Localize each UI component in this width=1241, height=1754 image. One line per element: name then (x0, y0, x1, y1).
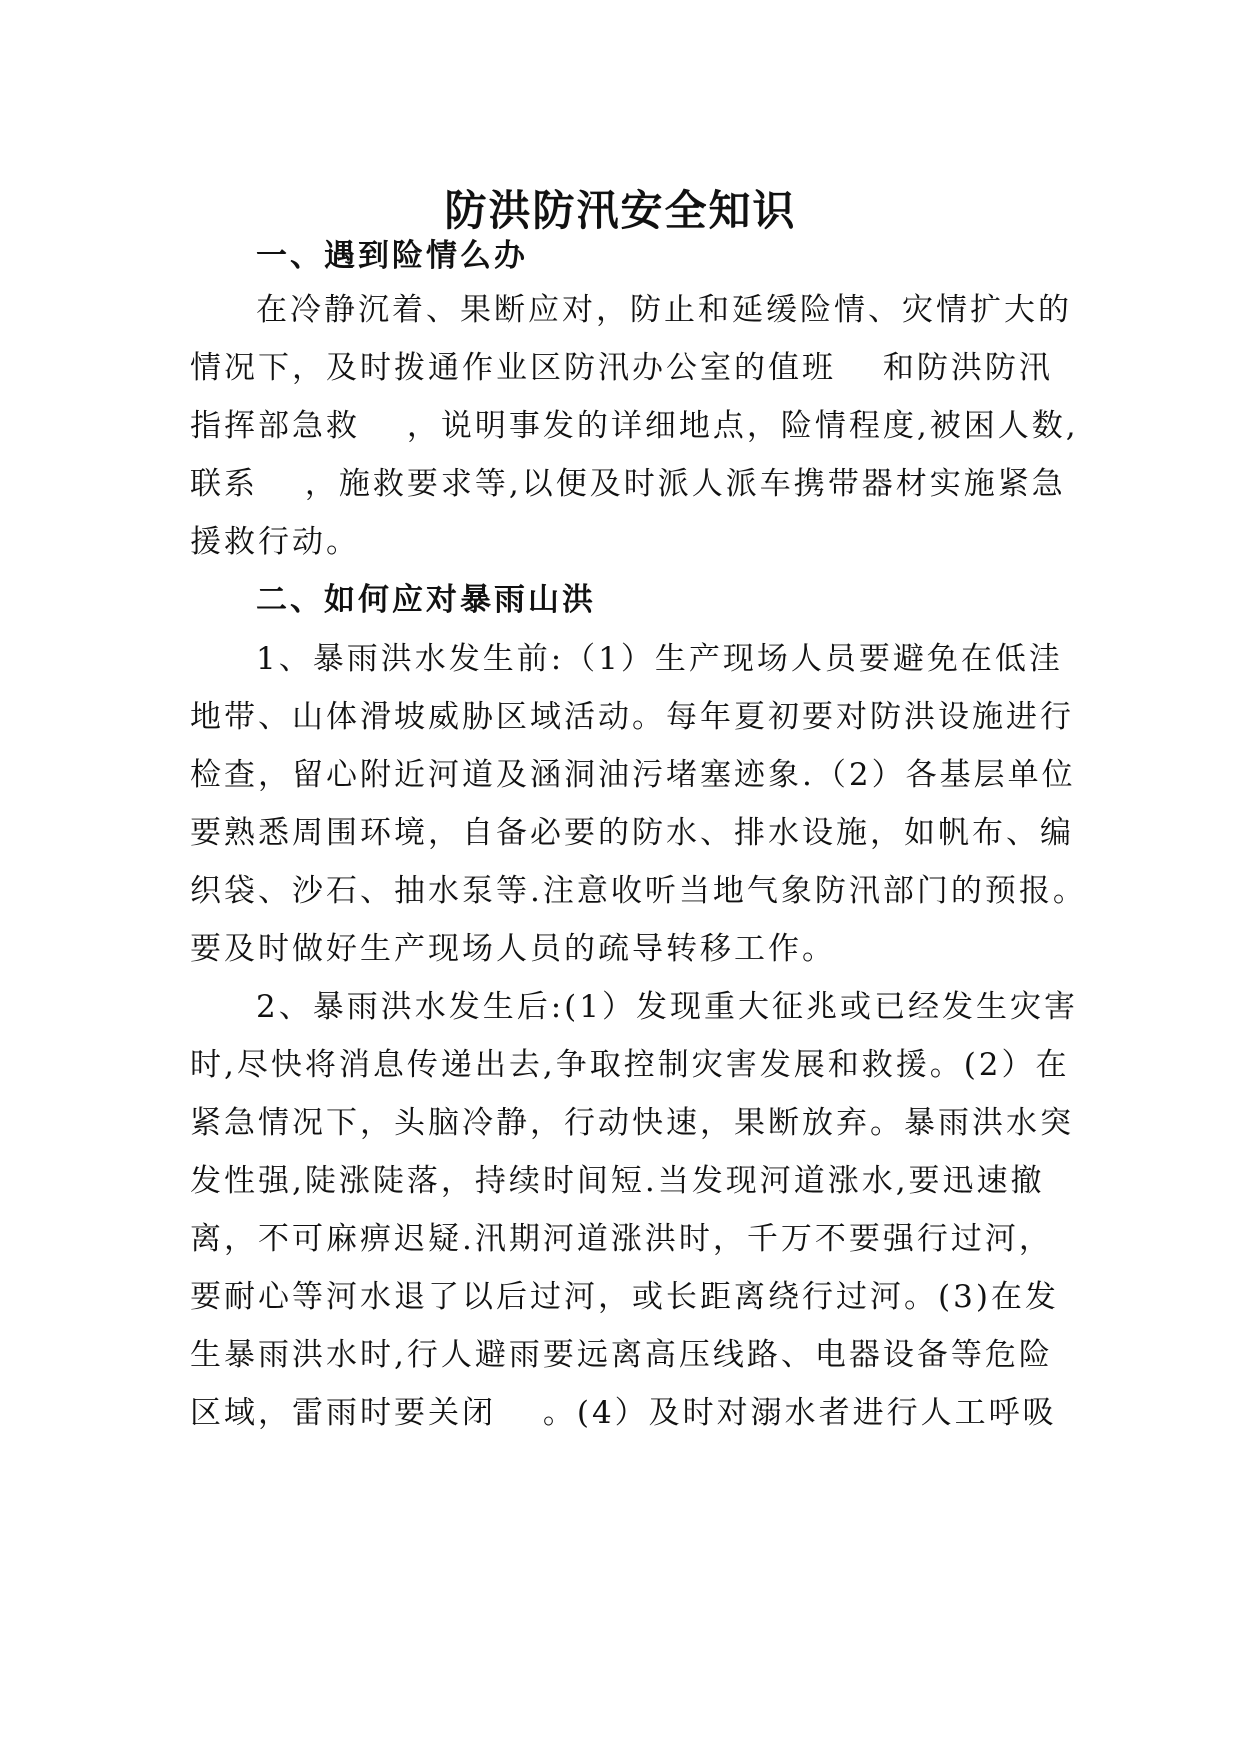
section2-para2-line: 离，不可麻痹迟疑.汛期河道涨洪时，千万不要强行过河， (190, 1221, 1053, 1257)
section2-para2-line: 时,尽快将消息传递出去,争取控制灾害发展和救援。(2）在 (190, 1047, 1070, 1083)
section2-para1-line: 地带、山体滑坡威胁区域活动。每年夏初要对防洪设施进行 (190, 699, 1074, 735)
section2-heading: 二、如何应对暴雨山洪 (256, 582, 596, 618)
section2-para1-line: 要及时做好生产现场人员的疏导转移工作。 (190, 931, 836, 967)
section1-line: 联系 ，施救要求等,以便及时派人派车携带器材实施紧急 (190, 466, 1066, 502)
section2-para1-line: 织袋、沙石、抽水泵等.注意收听当地气象防汛部门的预报。 (190, 873, 1087, 909)
section2-para2-line: 发性强,陡涨陡落，持续时间短.当发现河道涨水,要迅速撤 (190, 1163, 1045, 1199)
section2-para1-line: 1、暴雨洪水发生前:（1）生产现场人员要避免在低洼 (256, 641, 1063, 677)
section1-line: 在冷静沉着、果断应对，防止和延缓险情、灾情扩大的 (256, 292, 1072, 328)
section2-para2-line: 要耐心等河水退了以后过河，或长距离绕行过河。(3)在发 (190, 1279, 1059, 1315)
section1-line: 指挥部急救 ，说明事发的详细地点，险情程度,被困人数, (190, 408, 1079, 444)
section2-para2-line: 紧急情况下，头脑冷静，行动快速，果断放弃。暴雨洪水突 (190, 1105, 1074, 1141)
section1-line: 情况下，及时拨通作业区防汛办公室的值班 和防洪防汛 (190, 350, 1053, 386)
section1-line: 援救行动。 (190, 524, 360, 560)
section2-para2-line: 生暴雨洪水时,行人避雨要远离高压线路、电器设备等危险 (190, 1337, 1053, 1373)
section2-para2-line: 区域，雷雨时要关闭 。(4）及时对溺水者进行人工呼吸 (190, 1395, 1057, 1431)
section2-para2-line: 2、暴雨洪水发生后:(1）发现重大征兆或已经发生灾害 (256, 989, 1078, 1025)
document-title: 防洪防汛安全知识 (444, 186, 797, 235)
section2-para1-line: 要熟悉周围环境，自备必要的防水、排水设施，如帆布、编 (190, 815, 1074, 851)
section2-para1-line: 检查，留心附近河道及涵洞油污堵塞迹象.（2）各基层单位 (190, 757, 1076, 793)
section1-heading: 一、遇到险情么办 (256, 238, 528, 274)
